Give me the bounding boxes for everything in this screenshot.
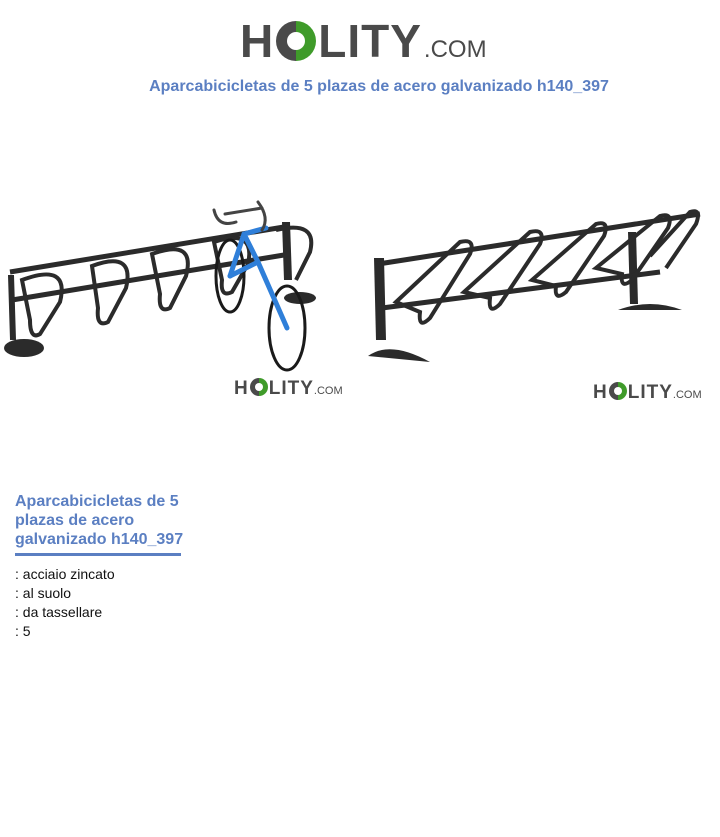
logo-letters: LITY [318, 15, 422, 67]
spec-item-material: : acciaio zincato [15, 566, 115, 582]
logo-o-icon [250, 378, 268, 396]
logo-domain: .COM [423, 36, 487, 63]
title-underline-divider [15, 553, 181, 556]
watermark-logo-2: H LITY .COM [593, 382, 702, 403]
spec-list [15, 565, 115, 641]
product-image-rack[interactable] [360, 180, 720, 410]
spec-item-places: : 5 [15, 623, 31, 639]
logo-o-icon [609, 382, 627, 400]
watermark-logo-1: H LITY .COM [234, 378, 343, 399]
page-title: Aparcabicicletas de 5 plazas de acero galvanizado h140_397 [149, 78, 609, 95]
bike-rack-illustration [360, 180, 720, 410]
product-title: Aparcabicicletas de 5 plazas de acero galvanizado h140_397 [15, 493, 184, 548]
holity-logo[interactable] [240, 14, 487, 68]
spec-item-installation: : al suolo [15, 585, 72, 601]
spec-item-fixing: : da tassellare [15, 604, 103, 620]
logo-o-icon [276, 21, 316, 61]
logo-letter-h: H [240, 15, 275, 67]
